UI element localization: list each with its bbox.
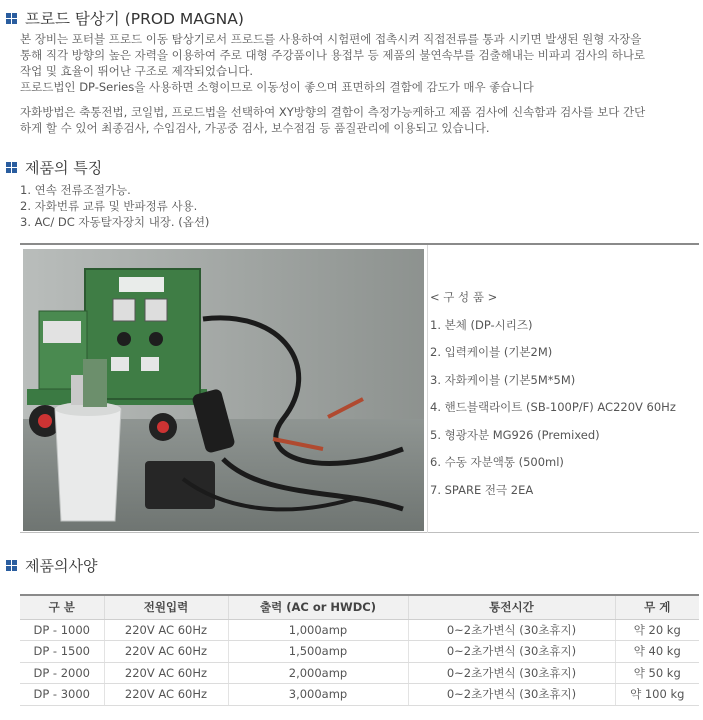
bullet-square-icon (6, 162, 17, 173)
output-cell: 1,500amp (228, 641, 408, 663)
header-cell: 무 게 (615, 595, 699, 619)
component-item: 6. 수동 자분액통 (500ml) (430, 455, 564, 469)
model-cell: DP - 2000 (20, 662, 104, 684)
spec-heading-row (6, 555, 97, 576)
method-line: 자화방법은 축통전법, 코일법, 프로드법을 선택하여 XY방향의 결함이 측정가능케하고 제품 검사에 신속함과 검사를 보다 간단 (20, 105, 646, 119)
power-cell: 220V AC 60Hz (104, 662, 228, 684)
features-list (20, 182, 209, 230)
table-row (20, 662, 699, 684)
features-heading-row (6, 157, 102, 178)
table-row (20, 684, 699, 706)
table-row (20, 619, 699, 641)
component-item: 1. 본체 (DP-시리즈) (430, 317, 533, 332)
power-cell: 220V AC 60Hz (104, 684, 228, 706)
spec-header-row (20, 595, 699, 619)
intro-paragraph (20, 31, 692, 95)
component-item: 3. 자화케이블 (기본5M*5M) (430, 372, 576, 387)
duty-cell: 0~2초가변식 (30초휴지) (408, 684, 615, 706)
intro-line: 프로드법인 DP-Series을 사용하면 소형이므로 이동성이 좋으며 표면하의 결함에 감도가 매우 좋습니다 (20, 80, 534, 94)
output-cell: 2,000amp (228, 662, 408, 684)
output-cell: 1,000amp (228, 619, 408, 641)
components-list (430, 289, 676, 509)
spec-table (20, 594, 699, 706)
spec-heading: 제품의사양 (25, 557, 98, 575)
weight-cell: 약 50 kg (615, 662, 699, 684)
feature-item: 1. 연속 전류조절가능. (20, 183, 131, 197)
power-cell: 220V AC 60Hz (104, 641, 228, 663)
output-cell: 3,000amp (228, 684, 408, 706)
product-photo (23, 249, 424, 531)
intro-line: 작업 및 효율이 뛰어난 구조로 제작되었습니다. (20, 64, 254, 78)
power-cell: 220V AC 60Hz (104, 619, 228, 641)
component-item: 5. 형광자분 MG926 (Premixed) (430, 427, 600, 442)
component-item: 4. 핸드블랙라이트 (SB-100P/F) AC220V 60Hz (430, 400, 676, 414)
duty-cell: 0~2초가변식 (30초휴지) (408, 662, 615, 684)
intro-line: 본 장비는 포터블 프로드 이동 탐상기로서 프로드를 사용하여 시험편에 접촉시켜 직접전류를 통과 시키면 발생된 원형 자장을 (20, 32, 642, 46)
bullet-square-icon (6, 13, 17, 24)
weight-cell: 약 40 kg (615, 641, 699, 663)
header-cell: 통전시간 (408, 595, 615, 619)
table-row (20, 641, 699, 663)
header-cell: 구 분 (20, 595, 104, 619)
header-cell: 전원입력 (104, 595, 228, 619)
page-title: 프로드 탐상기 (PROD MAGNA) (25, 10, 244, 28)
weight-cell: 약 20 kg (615, 619, 699, 641)
bullet-square-icon (6, 560, 17, 571)
duty-cell: 0~2초가변식 (30초휴지) (408, 619, 615, 641)
method-paragraph (20, 104, 692, 136)
header-cell: 출력 (AC or HWDC) (228, 595, 408, 619)
product-box (20, 243, 699, 533)
intro-line: 통해 직각 방향의 높은 자력을 이용하여 주로 대형 주강품이나 용접부 등 제품의 불연속부를 검출해내는 비파괴 검사의 하나로 (20, 48, 646, 62)
duty-cell: 0~2초가변식 (30초휴지) (408, 641, 615, 663)
feature-item: 3. AC/ DC 자동탈자장치 내장. (옵션) (20, 215, 210, 229)
feature-item: 2. 자화번류 교류 및 반파정류 사용. (20, 199, 198, 213)
weight-cell: 약 100 kg (615, 684, 699, 706)
component-item: 7. SPARE 전극 2EA (430, 482, 534, 497)
model-cell: DP - 1500 (20, 641, 104, 663)
component-item: 2. 입력케이블 (기본2M) (430, 345, 553, 359)
components-header: < 구 성 품 > (430, 290, 498, 304)
divider (427, 245, 428, 533)
method-line: 하게 할 수 있어 최종검사, 수입검사, 가공중 검사, 보수점검 등 품질관리에 이용되고 있습니다. (20, 121, 490, 135)
prod-magna-machine-illustration (23, 249, 424, 531)
model-cell: DP - 3000 (20, 684, 104, 706)
page-title-row (6, 7, 244, 29)
model-cell: DP - 1000 (20, 619, 104, 641)
features-heading: 제품의 특징 (25, 159, 103, 177)
